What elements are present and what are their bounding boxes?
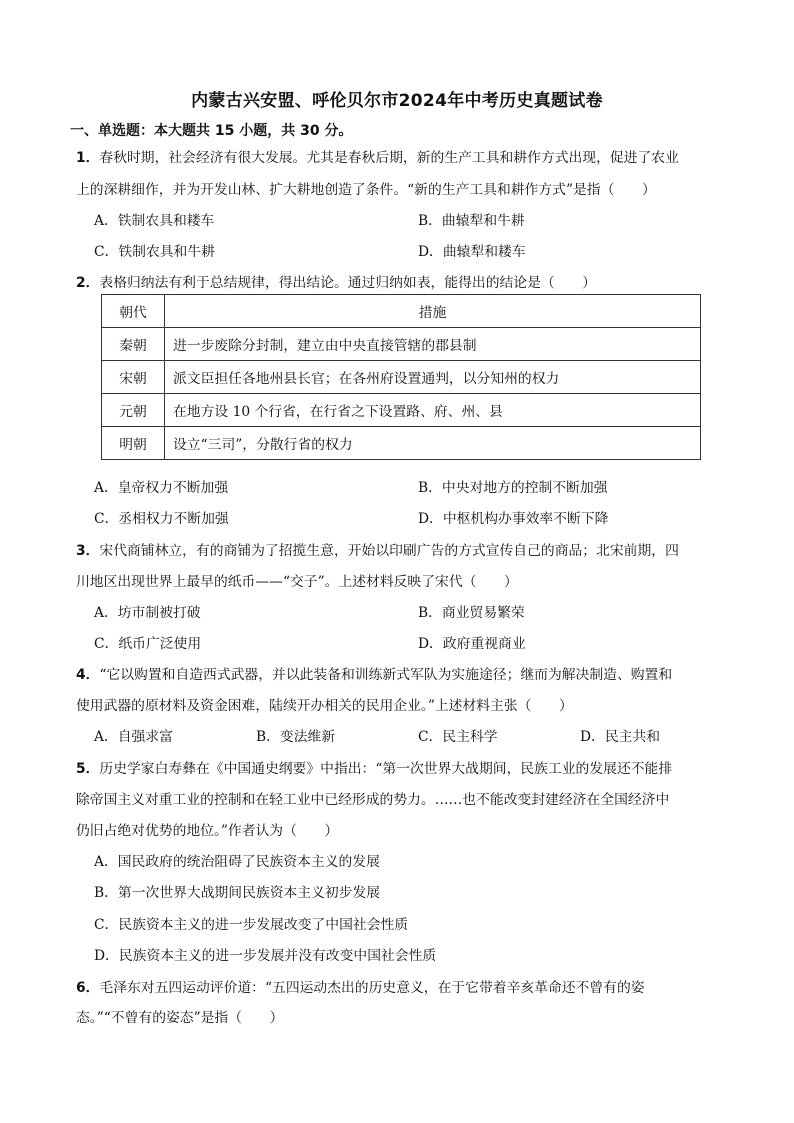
table-row	[102, 427, 701, 460]
table-header-dynasty: 朝代	[102, 295, 165, 328]
question-4-stem-line-1: 4．“它以购置和自造西式武器，并以此装备和训练新式军队为实施途径；继而为解决制造、购置和	[76, 667, 673, 683]
question-2-option-b: B．中央对地方的控制不断加强	[418, 480, 608, 496]
table-row	[102, 328, 701, 361]
question-5-option-a: A．国民政府的统治阻碍了民族资本主义的发展	[94, 854, 380, 870]
table-cell-dynasty: 明朝	[102, 427, 165, 460]
page-title: 内蒙古兴安盟、呼伦贝尔市2024年中考历史真题试卷	[191, 91, 603, 111]
question-6-number: 6．	[76, 980, 100, 996]
table-cell-measure: 设立“三司”，分散行省的权力	[165, 427, 701, 460]
question-4-option-d: D．民主共和	[580, 729, 661, 745]
question-5-option-c: C．民族资本主义的进一步发展改变了中国社会性质	[94, 917, 409, 933]
question-6-stem-line-1: 6．毛泽东对五四运动评价道：“五四运动杰出的历史意义，在于它带着辛亥革命还不曾有的姿	[76, 980, 645, 996]
question-3-option-c: C．纸币广泛使用	[94, 636, 202, 652]
question-3-number: 3．	[76, 543, 100, 559]
question-4-option-b: B．变法维新	[256, 729, 336, 745]
question-3-option-d: D．政府重视商业	[418, 636, 526, 652]
table-cell-measure: 派文臣担任各地州县长官；在各州府设置通判，以分知州的权力	[165, 361, 701, 394]
question-5-option-d: D．民族资本主义的进一步发展并没有改变中国社会性质	[94, 948, 437, 964]
question-2-stem-line-1: 2．表格归纳法有利于总结规律，得出结论。通过归纳如表，能得出的结论是（ ）	[76, 275, 597, 291]
question-4-stem-line-2: 使用武器的原材料及资金困难，陆续开办相关的民用企业。”上述材料主张（ ）	[76, 698, 573, 714]
question-3-stem-line-2: 川地区出现世界上最早的纸币——“交子”。上述材料反映了宋代（ ）	[76, 574, 518, 590]
question-5-number: 5．	[76, 761, 100, 777]
section-heading: 一、单选题：本大题共 15 小题，共 30 分。	[70, 123, 353, 139]
table-cell-dynasty: 秦朝	[102, 328, 165, 361]
question-1-number: 1．	[76, 150, 100, 166]
question-4-number: 4．	[76, 667, 100, 683]
table-row	[102, 361, 701, 394]
question-4-option-a: A．自强求富	[94, 729, 173, 745]
question-5-stem-line-3: 仍旧占绝对优势的地位。”作者认为（ ）	[76, 823, 339, 839]
question-1-option-b: B．曲辕犁和牛耕	[418, 213, 525, 229]
question-3-option-a: A．坊市制被打破	[94, 605, 201, 621]
question-2-number: 2．	[76, 275, 100, 291]
question-1-stem-line-2: 上的深耕细作，并为开发山林、扩大耕地创造了条件。“新的生产工具和耕作方式”是指（ ）	[76, 182, 656, 198]
question-2-option-c: C．丞相权力不断加强	[94, 511, 229, 527]
table-cell-dynasty: 宋朝	[102, 361, 165, 394]
question-4-option-c: C．民主科学	[418, 729, 498, 745]
question-1-option-c: C．铁制农具和牛耕	[94, 244, 215, 260]
question-5-stem-line-1: 5．历史学家白寿彝在《中国通史纲要》中指出：“第一次世界大战期间，民族工业的发展还不能排	[76, 761, 673, 777]
question-5-stem-line-2: 除帝国主义对重工业的控制和在轻工业中已经形成的势力。……也不能改变封建经济在全国经济中	[76, 792, 670, 808]
question-6-stem-line-2: 态。”“不曾有的姿态”是指（ ）	[76, 1010, 284, 1026]
table-cell-dynasty: 元朝	[102, 394, 165, 427]
table-row	[102, 394, 701, 427]
table-header-measures: 措施	[165, 295, 701, 328]
question-1-option-d: D．曲辕犁和耧车	[418, 244, 526, 260]
question-3-stem-line-1: 3．宋代商铺林立，有的商铺为了招揽生意，开始以印刷广告的方式宣传自己的商品；北宋前期，四	[76, 543, 679, 559]
table-header-row	[102, 295, 701, 328]
question-1-option-a: A．铁制农具和耧车	[94, 213, 215, 229]
question-5-option-b: B．第一次世界大战期间民族资本主义初步发展	[94, 885, 381, 901]
table-cell-measure: 在地方设 10 个行省，在行省之下设置路、府、州、县	[165, 394, 701, 427]
question-1-stem-line-1: 1．春秋时期，社会经济有很大发展。尤其是春秋后期，新的生产工具和耕作方式出现，促进了农业	[76, 150, 679, 166]
dynasty-measures-table	[101, 294, 701, 460]
question-2-option-d: D．中枢机构办事效率不断下降	[418, 511, 609, 527]
table-cell-measure: 进一步废除分封制，建立由中央直接管辖的郡县制	[165, 328, 701, 361]
question-3-option-b: B．商业贸易繁荣	[418, 605, 525, 621]
question-2-option-a: A．皇帝权力不断加强	[94, 480, 229, 496]
